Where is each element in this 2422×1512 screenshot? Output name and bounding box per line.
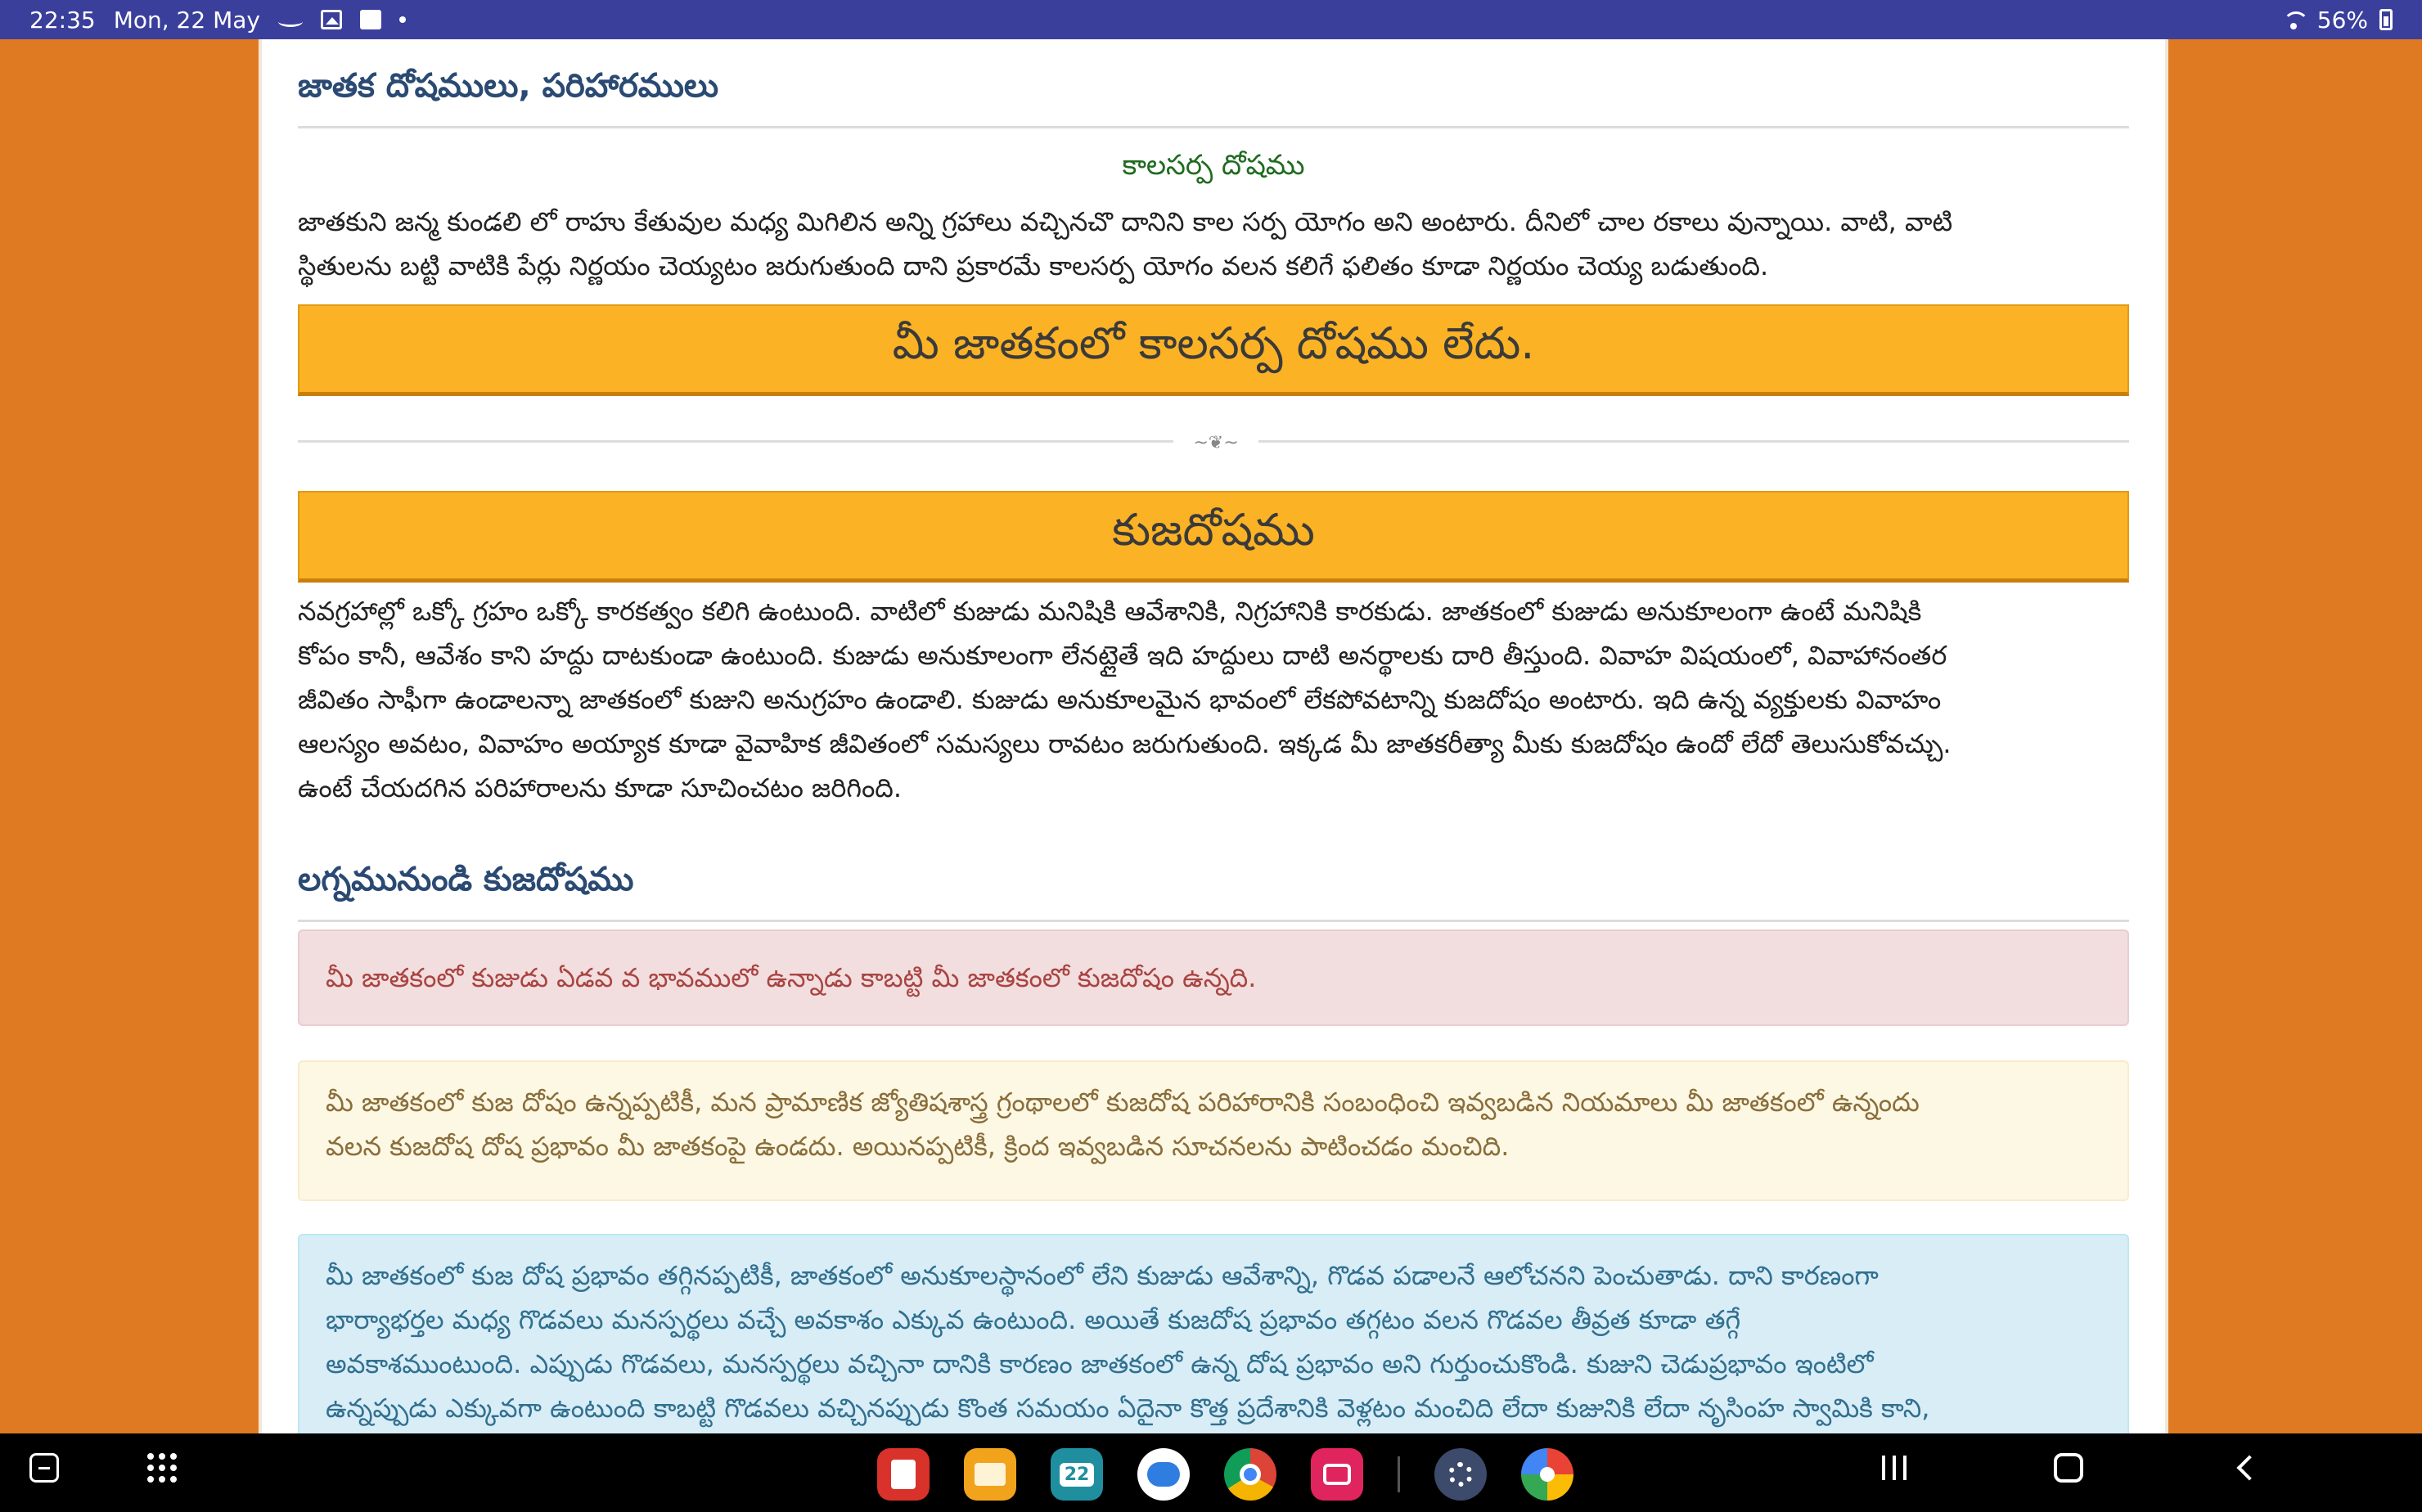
warning-line: మీ జాతకంలో కుజ దోషం ఉన్నప్పటికీ, మన ప్రామాణిక జ్యోతిషశాస్త్ర గ్రంథాలలో కుజదోష పరిహారానికి సంబంధించి ఇవ్వబడిన నియమాలు మీ జాతకంలో ఉన్నందు (326, 1087, 1920, 1118)
info-line: మీ జాతకంలో కుజ దోష ప్రభావం తగ్గినప్పటికీ, జాతకంలో అనుకూలస్థానంలో లేని కుజుడు ఆవేశాన్ని, గొడవ పడాలనే ఆలోచనని పెంచుతాడు. దాని కారణంగా (326, 1260, 1879, 1291)
lagna-kuja-title: లగ్నమునుండి కుజదోషము (298, 861, 2129, 922)
page-content[interactable] (259, 39, 2168, 1433)
app-drawer-icon[interactable] (147, 1453, 177, 1483)
kuja-line: నవగ్రహాల్లో ఒక్కో గ్రహం ఒక్కో కారకత్వం కలిగి ఉంటుంది. వాటిలో కుజుడు మనిషికి ఆవేశానికి, నిగ్రహానికి కారకుడు. జాతకంలో కుజుడు అనుకూలంగా ఉంటే మనిషికి (298, 596, 1922, 627)
kuja-dosha-alert: మీ జాతకంలో కుజుడు ఏడవ వ భావములో ఉన్నాడు కాబట్టి మీ జాతకంలో కుజదోషం ఉన్నది. (298, 929, 2129, 1026)
contact-card-icon (360, 10, 381, 29)
kalasarpa-line: స్థితులను బట్టి వాటికి పేర్లు నిర్ణయం చెయ్యటం జరుగుతుంది దాని ప్రకారమే కాలసర్ప యోగం వలన కలిగే ఫలితం కూడా నిర్ణయం చెయ్య బడుతుంది. (298, 250, 1769, 281)
home-button[interactable] (2054, 1453, 2083, 1483)
info-line: ఉన్నప్పుడు ఎక్కువగా ఉంటుంది కాబట్టి గొడవలు వచ్చినప్పుడు కొంత సమయం ఏదైనా కొత్త ప్రదేశానికి వెళ్లటం మంచిది లేదా కుజునికి లేదా నృసింహ స్వామికి కాని, (326, 1393, 1930, 1424)
taskbar (0, 1433, 2422, 1512)
status-time: 22:35 (29, 6, 96, 34)
warning-line: వలన కుజదోష దోష ప్రభావం మీ జాతకంపై ఉండదు. అయినప్పటికీ, క్రింద ఇవ్వబడిన సూచనలను పాటించడం మంచిది. (326, 1131, 1510, 1162)
ornament-icon: ~❦~ (1173, 430, 1258, 455)
taskbar-separator (1398, 1456, 1400, 1492)
kalasarpa-result-banner: మీ జాతకంలో కాలసర్ప దోషము లేదు. (298, 304, 2129, 396)
kalasarpa-line: జాతకుని జన్మ కుండలి లో రాహు కేతువుల మధ్య మిగిలిన అన్ని గ్రహాలు వచ్చినచొ దానిని కాల సర్ప యోగం అని అంటారు. దీనిలో చాల రకాలు వున్నాయి. వాటి, వాటి (298, 206, 1953, 237)
kuja-dosha-info (298, 1234, 2129, 1433)
notes-app-icon[interactable] (877, 1448, 930, 1501)
kalasarpa-subtitle: కాలసర్ప దోషము (1122, 149, 1305, 182)
files-app-icon[interactable] (964, 1448, 1016, 1501)
messages-app-icon[interactable] (1137, 1448, 1190, 1501)
info-line: అవకాశముంటుంది. ఎప్పుడు గొడవలు, మనస్పర్థలు వచ్చినా దానికి కారణం జాతకంలో ఉన్న దోష ప్రభావం అని గుర్తుంచుకొండి. కుజుని చెడుప్రభావం ఇంటిలో (326, 1348, 1874, 1379)
gallery-icon (321, 10, 342, 29)
kuja-line: ఉంటే చేయదగిన పరిహారాలను కూడా సూచించటం జరిగింది. (298, 772, 903, 803)
camera-app-icon[interactable] (1311, 1448, 1363, 1501)
screen-recorder-icon[interactable] (29, 1453, 59, 1483)
kuja-paragraph (298, 589, 2129, 810)
calendar-app-icon[interactable] (1051, 1448, 1103, 1501)
wifi-icon (2281, 10, 2306, 29)
section-title-doshas: జాతక దోషములు, పరిహారములు (298, 67, 2129, 128)
chrome-app-icon[interactable] (1224, 1448, 1276, 1501)
battery-percent: 56% (2316, 6, 2368, 34)
battery-icon (2379, 9, 2393, 30)
kuja-dosha-warning (298, 1060, 2129, 1201)
kuja-banner: కుజదోషము (298, 491, 2129, 583)
back-button[interactable] (2236, 1455, 2262, 1480)
kuja-line: ఆలస్యం అవటం, వివాహం అయ్యాక కూడా వైవాహిక జీవితంలో సమస్యలు రావటం జరుగుతుంది. ఇక్కడ మీ జాతకరీత్యా మీకు కుజదోషం ఉందో లేదో తెలుసుకోవచ్చు. (298, 728, 1952, 759)
status-date: Mon, 22 May (113, 6, 260, 34)
kuja-line: జీవితం సాఫీగా ఉండాలన్నా జాతకంలో కుజుని అనుగ్రహం ఉండాలి. కుజుడు అనుకూలమైన భావంలో లేకపోవటాన్ని కుజదోషం అంటారు. ఇది ఉన్న వ్యక్తులకు వివాహం (298, 684, 1942, 715)
settings-app-icon[interactable] (1434, 1448, 1487, 1501)
kuja-line: కోపం కానీ, ఆవేశం కాని హద్దు దాటకుండా ఉంటుంది. కుజుడు అనుకూలంగా లేనట్లైతే ఇది హద్దులు దాటి అనర్థాలకు దారి తీస్తుంది. వివాహ విషయంలో, వివాహానంతర (298, 640, 1947, 671)
calendar-day: 22 (1060, 1463, 1095, 1487)
dot-icon (399, 16, 406, 23)
photos-app-icon[interactable] (1521, 1448, 1573, 1501)
wave-icon (278, 10, 303, 29)
kalasarpa-paragraph (298, 200, 2129, 288)
status-bar (0, 0, 2422, 39)
info-line: భార్యాభర్తల మధ్య గొడవలు మనస్పర్థలు వచ్చే అవకాశం ఎక్కువ ఉంటుంది. అయితే కుజదోష ప్రభావం తగ్గటం వలన గొడవల తీవ్రత కూడా తగ్గే (326, 1304, 1741, 1335)
recents-button[interactable] (1882, 1456, 1907, 1480)
